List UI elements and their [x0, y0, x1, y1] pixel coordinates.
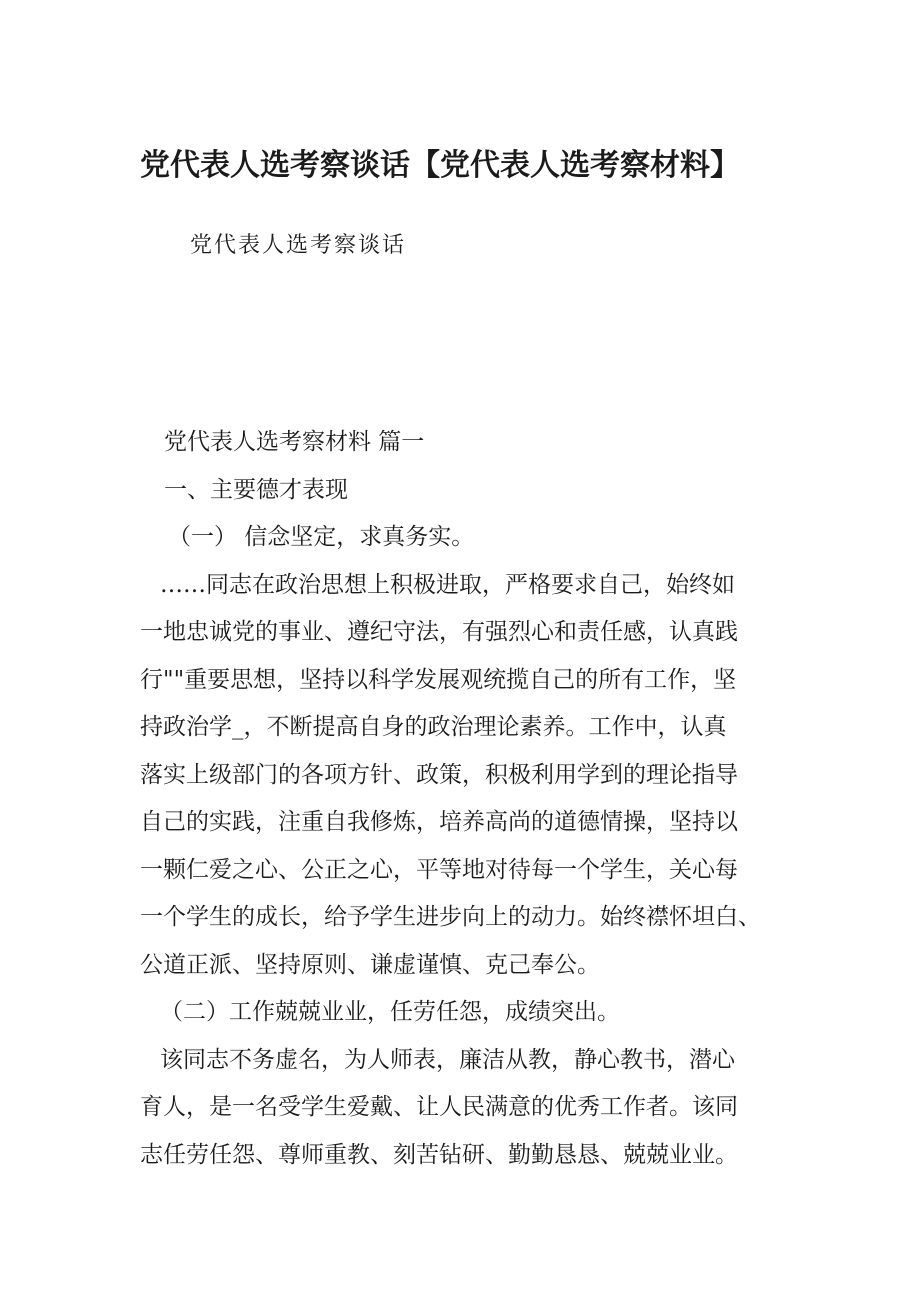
paragraph-line: 一个学生的成长，给予学生进步向上的动力。始终襟怀坦白、	[140, 904, 761, 930]
sub-two-heading: （二）工作兢兢业业，任劳任怨，成绩突出。	[160, 999, 620, 1025]
paragraph-line: 持政治学_，不断提高自身的政治理论素养。工作中，认真	[140, 714, 727, 740]
sub-one-heading: （一） 信念坚定，求真务实。	[168, 524, 475, 550]
paragraph-line: 志任劳任怨、尊师重教、刻苦钻研、勤勤恳恳、兢兢业业。	[140, 1141, 738, 1168]
section-heading: 党代表人选考察材料 篇一	[164, 429, 425, 455]
paragraph-line: 公道正派、坚持原则、谦虚谨慎、克己奉公。	[140, 951, 600, 978]
paragraph-line: 落实上级部门的各项方针、政策，积极利用学到的理论指导	[140, 761, 738, 788]
document-subtitle: 党代表人选考察谈话	[190, 233, 407, 258]
document-title: 党代表人选考察谈话【党代表人选考察材料】	[140, 148, 740, 183]
document-body	[140, 419, 800, 1179]
paragraph-line: 一颗仁爱之心、公正之心，平等地对待每一个学生，关心每	[140, 856, 738, 883]
paragraph-line: 行""重要思想，坚持以科学发展观统揽自己的所有工作，坚	[140, 666, 737, 693]
paragraph-line: 自己的实践，注重自我修炼，培养高尚的道德情操，坚持以	[140, 809, 738, 835]
part-one-heading: 一、主要德才表现	[164, 476, 348, 503]
paragraph-line: 育人，是一名受学生爱戴、让人民满意的优秀工作者。该同	[140, 1094, 738, 1120]
paragraph-line: ……同志在政治思想上积极进取，严格要求自己，始终如	[160, 571, 735, 598]
paragraph-line: 一地忠诚党的事业、遵纪守法，有强烈心和责任感，认真践	[140, 619, 738, 645]
paragraph-line: 该同志不务虚名，为人师表，廉洁从教，静心教书，潜心	[160, 1046, 735, 1073]
